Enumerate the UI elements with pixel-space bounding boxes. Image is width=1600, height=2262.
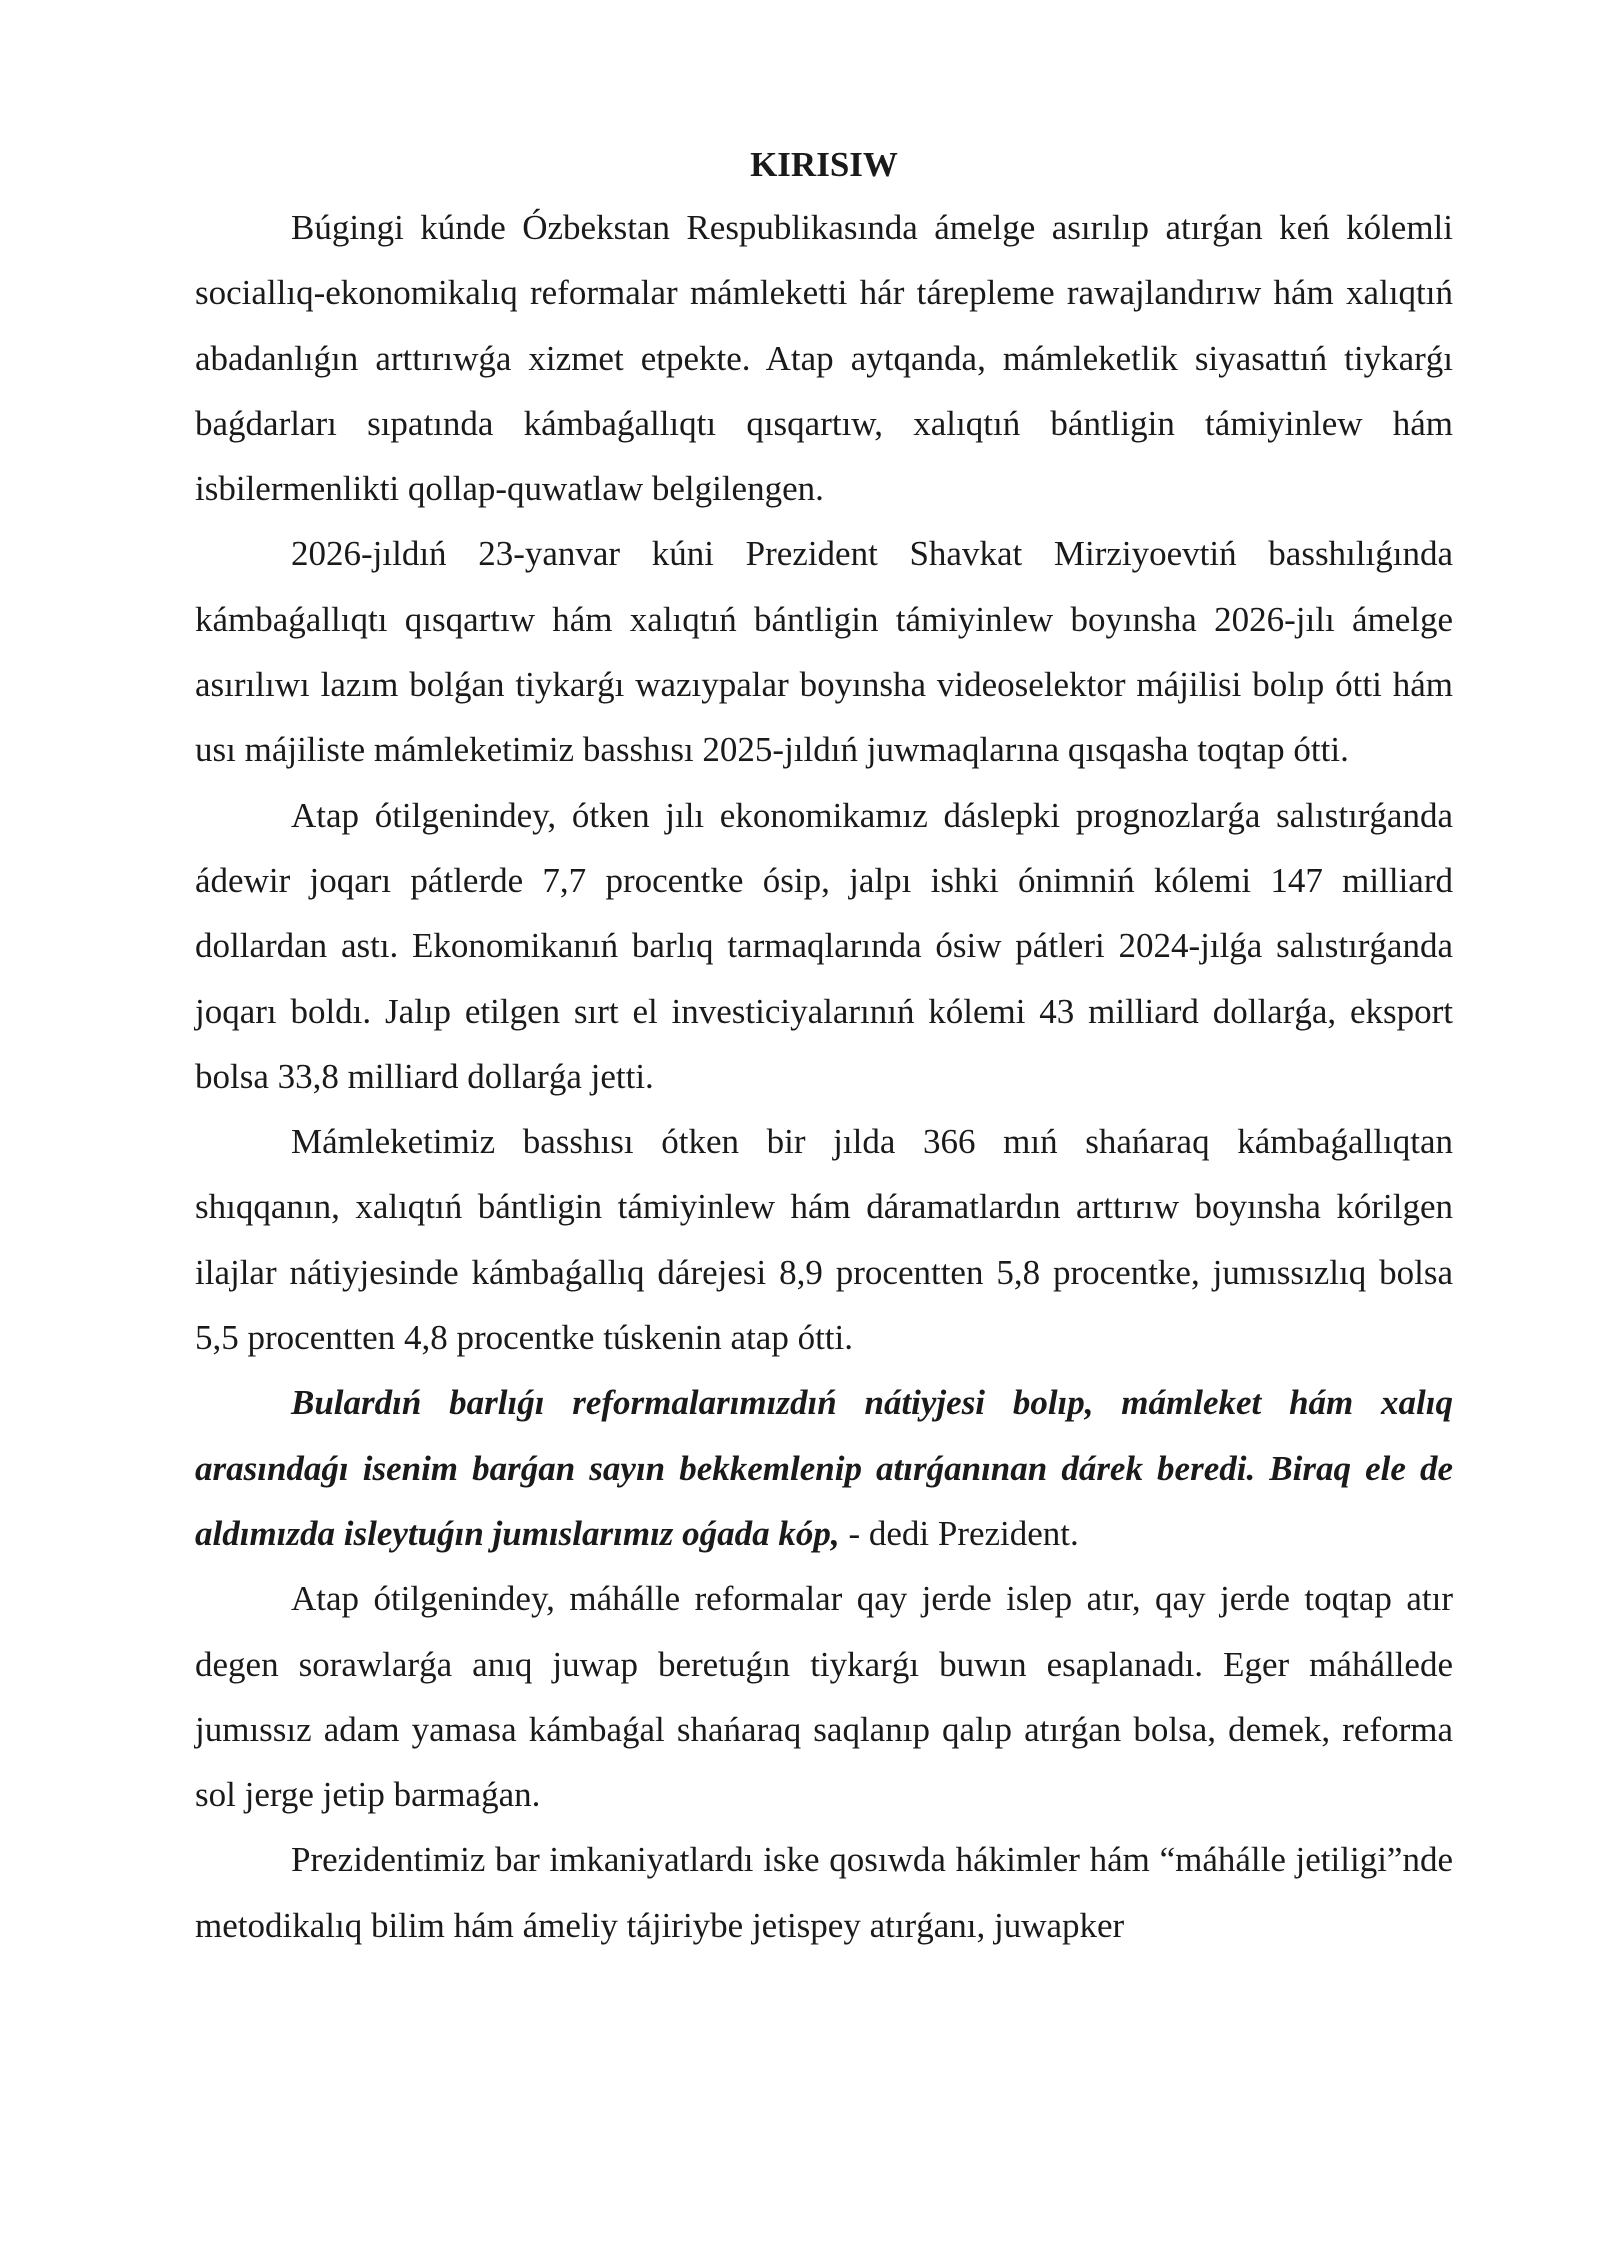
paragraph-7: Prezidentimiz bar imkaniyatlardı iske qosıwda hákimler hám “máhálle jetiligi”nde metodikalıq bilim hám ámeliy tájiriybe jetispey atırǵanı, juwapker — [195, 1840, 1453, 1945]
document-title: KIRISIW — [750, 145, 898, 184]
president-quote: Bulardıń barlıǵı reformalarımızdıń nátiyjesi bolıp, mámleket hám xalıq arasındaǵı isenim barǵan sayın bekkemlenip atırǵanınan dárek beredi. Biraq ele de aldımızda isleytuǵın jumıslarımız oǵada kóp, — [195, 1383, 1453, 1553]
paragraph-2: 2026-jıldıń 23-yanvar kúni Prezident Shavkat Mirziyoevtiń basshılıǵında kámbaǵallıqtı qısqartıw hám xalıqtıń bántligin támiyinlew boyınsha 2026-jılı ámelge asırılıwı lazım bolǵan tiykarǵı wazıypalar boyınsha videoselektor májilisi bolıp ótti hám usı májiliste mámleketimiz basshısı 2025-jıldıń juwmaqlarına qısqasha toqtap ótti. — [195, 534, 1453, 770]
quote-attribution: - dedi Prezident. — [839, 1513, 1079, 1553]
paragraph-6: Atap ótilgenindey, máhálle reformalar qay jerde islep atır, qay jerde toqtap atır degen sorawlarǵa anıq juwap beretuǵın tiykarǵı buwın esaplanadı. Eger máhállede jumıssız adam yamasa kámbaǵal shańaraq saqlanıp qalıp atırǵan bolsa, demek, reforma sol jerge jetip barmaǵan. — [195, 1579, 1453, 1815]
document-body — [195, 138, 1453, 1958]
paragraph-4: Mámleketimiz basshısı ótken bir jılda 366 mıń shańaraq kámbaǵallıqtan shıqqanın, xalıqtıń bántligin támiyinlew hám dáramatlardın arttırıw boyınsha kórilgen ilajlar nátiyjesinde kámbaǵallıq dárejesi 8,9 procentten 5,8 procentke, jumıssızlıq bolsa 5,5 procentten 4,8 procentke túskenin atap ótti. — [195, 1122, 1453, 1358]
quote-paragraph — [195, 1370, 1453, 1566]
paragraph-1: Búgingi kúnde Ózbekstan Respublikasında ámelge asırılıp atırǵan keń kólemli sociallıq-ekonomikalıq reformalar mámleketti hár tárepleme rawajlandırıw hám xalıqtıń abadanlıǵın arttırıwǵa xizmet etpekte. Atap aytqanda, mámleketlik siyasattıń tiykarǵı baǵdarları sıpatında kámbaǵallıqtı qısqartıw, xalıqtıń bántligin támiyinlew hám isbilermenlikti qollap-quwatlaw belgilengen. — [195, 208, 1453, 509]
paragraph-3: Atap ótilgenindey, ótken jılı ekonomikamız dáslepki prognozlarǵa salıstırǵanda ádewir joqarı pátlerde 7,7 procentke ósip, jalpı ishki ónimniń kólemi 147 milliard dollardan astı. Ekonomikanıń barlıq tarmaqlarında ósiw pátleri 2024-jılǵa salıstırǵanda joqarı boldı. Jalıp etilgen sırt el investiciyalarınıń kólemi 43 milliard dollarǵa, eksport bolsa 33,8 milliard dollarǵa jetti. — [195, 795, 1453, 1096]
